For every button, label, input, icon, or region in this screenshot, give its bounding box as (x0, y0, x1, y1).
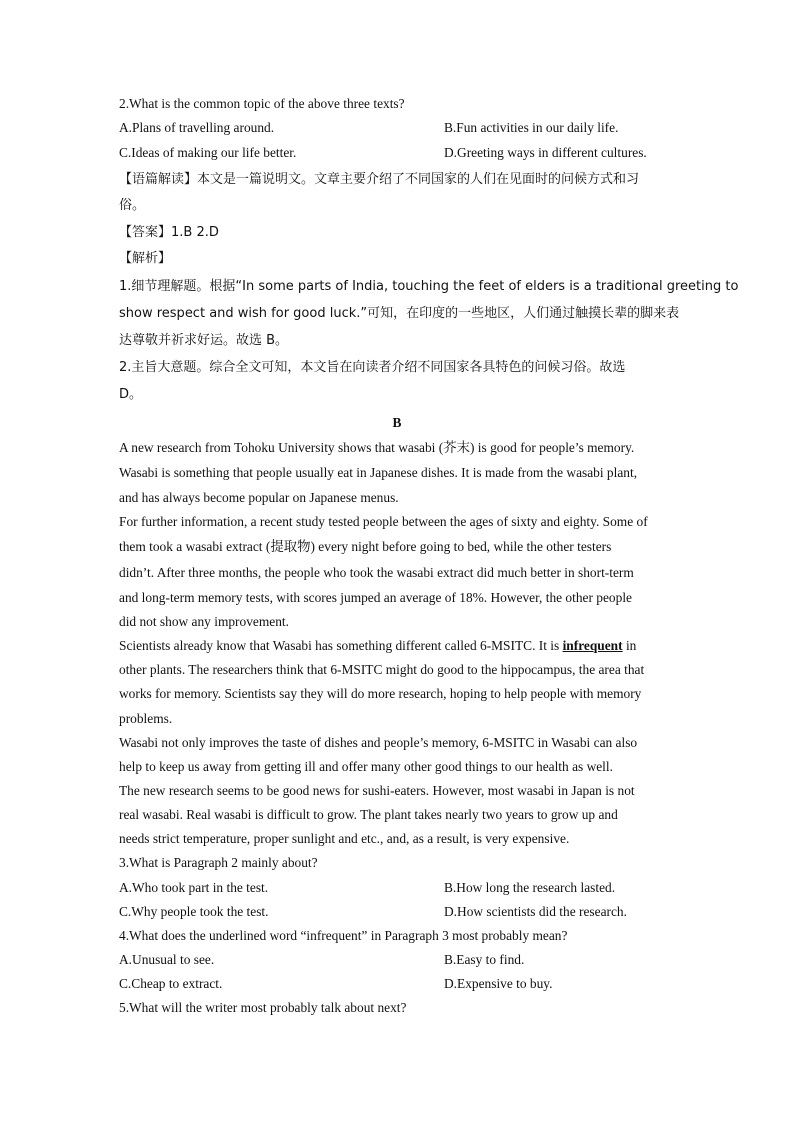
q2-option-d: D.Greeting ways in different cultures. (444, 145, 647, 160)
passage-line: A new research from Tohoku University shows that wasabi (芥末) is good for people’s memory. (119, 440, 635, 455)
q2-option-c: C.Ideas of making our life better. (119, 145, 297, 160)
explanation-2: 2.主旨大意题。综合全文可知，本文旨在向读者介绍不同国家各具特色的问候习俗。故选 (119, 360, 626, 375)
passage-line: The new research seems to be good news for sushi-eaters. However, most wasabi in Japan is not (119, 783, 635, 798)
q4-option-c: C.Cheap to extract. (119, 976, 223, 991)
passage-line: For further information, a recent study tested people between the ages of sixty and eighty. Some of (119, 514, 648, 529)
passage-summary-cont: 俗。 (119, 198, 146, 213)
q3-option-c: C.Why people took the test. (119, 904, 269, 919)
question-5: 5.What will the writer most probably talk about next? (119, 1000, 407, 1015)
explanation-1-end: 达尊敬并祈求好运。故选 B。 (119, 333, 289, 348)
passage-line-underlined (119, 638, 636, 654)
passage-line: needs strict temperature, proper sunlight and etc., and, as a result, is very expensive. (119, 831, 570, 846)
underlined-word: infrequent (562, 638, 623, 653)
passage-line: real wasabi. Real wasabi is difficult to grow. The plant takes nearly two years to grow up and (119, 807, 618, 822)
q3-option-d: D.How scientists did the research. (444, 904, 627, 919)
passage-line: didn’t. After three months, the people who took the wasabi extract did much better in short-term (119, 565, 634, 580)
answer-line: 【答案】1.B 2.D (119, 225, 219, 240)
explanation-2-end: D。 (119, 387, 143, 402)
q4-option-b: B.Easy to find. (444, 952, 525, 967)
passage-line: them took a wasabi extract (提取物) every night before going to bed, while the other testers (119, 539, 612, 554)
question-4: 4.What does the underlined word “infrequent” in Paragraph 3 most probably mean? (119, 928, 568, 943)
passage-summary: 【语篇解读】本文是一篇说明文。文章主要介绍了不同国家的人们在见面时的问候方式和习 (119, 172, 640, 187)
passage-line: works for memory. Scientists say they will do more research, hoping to help people with memory (119, 686, 642, 701)
question-3: 3.What is Paragraph 2 mainly about? (119, 855, 318, 870)
passage-text: in (622, 638, 637, 653)
q4-option-a: A.Unusual to see. (119, 952, 215, 967)
q2-option-a: A.Plans of travelling around. (119, 120, 275, 135)
explanation-heading: 【解析】 (119, 251, 172, 266)
section-heading: B (392, 415, 402, 430)
passage-line: other plants. The researchers think that 6-MSITC might do good to the hippocampus, the area that (119, 662, 645, 677)
question-2: 2.What is the common topic of the above three texts? (119, 96, 405, 111)
passage-line: Wasabi is something that people usually eat in Japanese dishes. It is made from the wasabi plant, (119, 465, 638, 480)
passage-line: Wasabi not only improves the taste of dishes and people’s memory, 6-MSITC in Wasabi can also (119, 735, 638, 750)
explanation-1: 1.细节理解题。根据“In some parts of India, touching the feet of elders is a traditional greeting to (119, 279, 739, 294)
passage-line: and long-term memory tests, with scores jumped an average of 18%. However, the other people (119, 590, 632, 605)
passage-text: Scientists already know that Wasabi has something different called 6-MSITC. It is (119, 638, 563, 653)
passage-line: and has always become popular on Japanese menus. (119, 490, 399, 505)
passage-line: help to keep us away from getting ill and offer many other good things to our health as well. (119, 759, 613, 774)
passage-line: problems. (119, 711, 173, 726)
q3-option-b: B.How long the research lasted. (444, 880, 616, 895)
passage-line: did not show any improvement. (119, 614, 289, 629)
explanation-1-cont: show respect and wish for good luck.”可知，在印度的一些地区，人们通过触摸长辈的脚来表 (119, 306, 680, 321)
q4-option-d: D.Expensive to buy. (444, 976, 553, 991)
q3-option-a: A.Who took part in the test. (119, 880, 269, 895)
q2-option-b: B.Fun activities in our daily life. (444, 120, 619, 135)
